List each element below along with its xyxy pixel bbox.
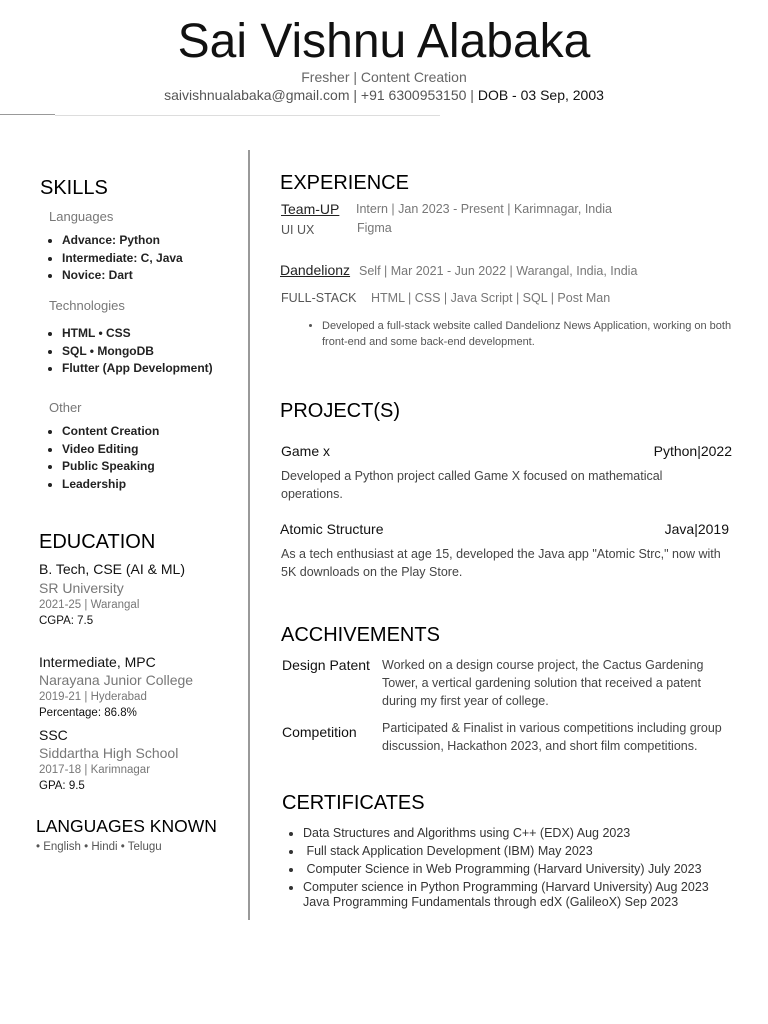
experience-company: Team-UP [281, 201, 340, 217]
resume-subtitle: Fresher | Content Creation [301, 69, 467, 85]
list-item: • SQL • MongoDB [62, 343, 213, 361]
list-item: • Intermediate: C, Java [62, 250, 183, 268]
list-item: • HTML • CSS [62, 325, 213, 343]
skills-technologies-list [42, 325, 213, 378]
education-degree: B. Tech, CSE (AI & ML) [39, 561, 186, 577]
resume-name: Sai Vishnu Alabaka [177, 15, 591, 68]
achievements-heading: ACCHIVEMENTS [281, 624, 440, 646]
experience-tools: HTML | CSS | Java Script | SQL | Post Man [371, 291, 611, 305]
education-score: CGPA: 7.5 [39, 615, 94, 627]
education-meta: 2019-21 | Hyderabad [39, 691, 147, 703]
list-item: • Novice: Dart [62, 267, 183, 285]
list-item: • Content Creation [62, 423, 159, 441]
header-divider-left [0, 114, 55, 115]
education-entry [39, 653, 239, 721]
languages-known-list: • English • Hindi • Telugu [36, 841, 162, 853]
project-name: Atomic Structure [280, 521, 384, 537]
experience-meta: Self | Mar 2021 - Jun 2022 | Warangal, India, India [359, 264, 638, 278]
skills-languages-list [42, 232, 183, 285]
education-degree: SSC [39, 727, 68, 743]
education-meta: 2017-18 | Karimnagar [39, 764, 151, 776]
education-score: Percentage: 86.8% [39, 707, 137, 719]
list-item: • Flutter (App Development) [62, 360, 213, 378]
header-divider [55, 115, 440, 116]
contact-line [0, 87, 768, 103]
list-item: • Advance: Python [62, 232, 183, 250]
education-entry [39, 726, 239, 794]
projects-heading: PROJECT(S) [280, 400, 400, 422]
list-item: • Computer science in Python Programming (Harvard University) Aug 2023 [303, 878, 768, 896]
education-school: Narayana Junior College [39, 672, 194, 688]
project-description: Developed a Python project called Game X focused on mathematical operations. [281, 469, 663, 501]
education-school: SR University [39, 580, 124, 596]
achievement-description: Worked on a design course project, the Cactus Gardening Tower, a vertical gardening solution that received a patent during my first year of college. [382, 658, 704, 708]
education-meta: 2021-25 | Warangal [39, 599, 140, 611]
experience-role: UI UX [281, 223, 315, 237]
achievement-label: Competition [282, 724, 357, 740]
experience-bullets [302, 318, 758, 350]
project-meta: Java|2019 [664, 521, 729, 537]
list-item: • Computer Science in Web Programming (Harvard University) July 2023 [303, 860, 768, 878]
skills-other-list [42, 423, 159, 493]
list-item: • Video Editing [62, 441, 159, 459]
list-item: • Developed a full-stack website called Dandelionz News Application, working on both front-end and some back-end development. [322, 318, 758, 350]
skills-heading: SKILLS [40, 177, 108, 199]
education-entry [39, 559, 189, 629]
experience-meta: Intern | Jan 2023 - Present | Karimnagar, India [356, 202, 612, 216]
languages-known-heading: LANGUAGES KNOWN [36, 816, 217, 836]
project-name: Game x [281, 443, 331, 459]
skills-other-title: Other [49, 400, 82, 415]
list-item: • Leadership [62, 476, 159, 494]
education-school: Siddartha High School [39, 745, 179, 761]
project-meta: Python|2022 [653, 443, 732, 459]
skills-languages-title: Languages [49, 209, 114, 224]
list-item: • Public Speaking [62, 458, 159, 476]
contact-info: saivishnualabaka@gmail.com | +91 6300953150 | [164, 87, 474, 103]
list-item: • Full stack Application Development (IBM) May 2023 [303, 842, 768, 860]
column-divider [248, 150, 250, 920]
list-item: • Data Structures and Algorithms using C++ (EDX) Aug 2023 [303, 824, 768, 842]
certificates-heading: CERTIFICATES [282, 792, 425, 814]
certificate-extra: Java Programming Fundamentals through edX (GalileoX) Sep 2023 [303, 895, 679, 909]
achievement-label: Design Patent [282, 657, 370, 673]
education-score: GPA: 9.5 [39, 780, 85, 792]
achievement-description: Participated & Finalist in various competitions including group discussion, Hackathon 2023, and short film competitions. [382, 721, 722, 753]
project-description: As a tech enthusiast at age 15, developed the Java app "Atomic Strc," now with 5K downloads on the Play Store. [281, 547, 721, 579]
education-degree: Intermediate, MPC [39, 654, 156, 670]
experience-role: FULL-STACK [281, 291, 357, 305]
date-of-birth: DOB - 03 Sep, 2003 [477, 87, 604, 103]
education-heading: EDUCATION [39, 531, 156, 553]
skills-technologies-title: Technologies [49, 298, 125, 313]
experience-tools: Figma [357, 221, 392, 235]
experience-heading: EXPERIENCE [280, 172, 409, 194]
experience-company: Dandelionz [280, 262, 351, 278]
certificates-list [281, 824, 768, 896]
